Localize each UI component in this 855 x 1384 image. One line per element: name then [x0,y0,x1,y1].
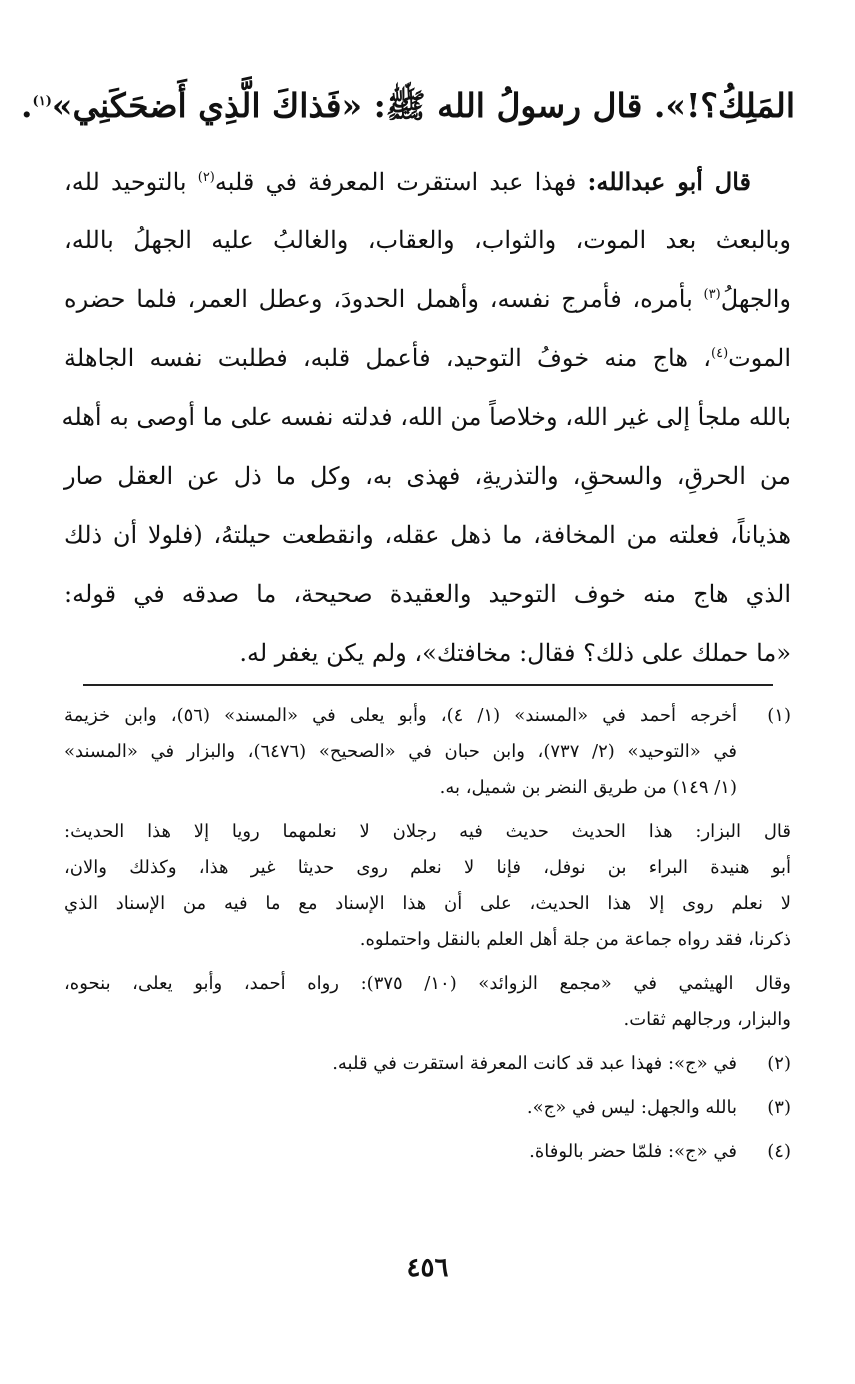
footnote-1-body [64,698,737,806]
footnote-number: (١) [767,705,791,726]
footnote-separator [83,684,773,686]
main-line-1-a: فهذا عبد استقرت المعرفة في قلبه [214,168,577,196]
footnote-1-line: في «التوحيد» (٢/ ٧٣٧)، وابن حبان في «الصحيح» (٦٤٧٦)، والبزار في «المسند» [64,741,737,762]
footnote-number: (٣) [767,1097,791,1118]
footnote-1-line: أخرجه أحمد في «المسند» (١/ ٤)، وأبو يعلى في «المسند» (٥٦)، وابن خزيمة [64,705,737,726]
main-line-4-a: الموت [728,344,791,372]
footnote-marker-1: (١) [32,94,52,109]
footnote-4 [64,1134,791,1170]
bazzar-line: أبو هنيدة البراء بن نوفل، فإنا لا نعلم روى حديثا غير هذا، وكذلك والان، [64,857,791,878]
footnote-1-haythami [64,966,791,1038]
footnote-1-bazzar [64,814,791,958]
haythami-line: وقال الهيثمي في «مجمع الزوائد» (١٠/ ٣٧٥): رواه أحمد، وأبو يعلى، بنحوه، [64,973,792,994]
footnotes [64,698,791,1170]
main-text [61,152,791,683]
footnote-number: (٤) [767,1141,791,1162]
main-line-7: هذياناً، فعلته من المخافة، ما ذهل عقله، وانقطعت حيلتهُ، (فلولا أن ذلك [64,521,791,549]
footnote-marker-2: (٢) [197,170,215,185]
main-line-1 [64,152,791,211]
main-line-1-b: بالتوحيد لله، [64,168,187,196]
footnote-number: (٢) [767,1053,791,1074]
footnote-3 [64,1090,791,1126]
footnote-4-text: في «ج»: فلمّا حضر بالوفاة. [529,1141,737,1162]
footnote-2 [64,1046,791,1082]
main-line-3-b: بأمره، فأمرج نفسه، وأهمل الحدودَ، وعطل العمر، فلما حضره [64,285,693,313]
bazzar-line: قال البزار: هذا الحديث حديث فيه رجلان لا نعلمهما رويا إلا هذا الحديث: [64,821,791,842]
main-line-8: الذي هاج منه خوف التوحيد والعقيدة صحيحة، ما صدقه في قوله: [64,580,791,608]
footnote-1-line: (١/ ١٤٩) من طريق النضر بن شميل، به. [439,777,737,798]
main-line-5: بالله ملجأ إلى غير الله، وخلاصاً من الله، فدلته نفسه على ما أوصى به أهله [61,403,791,431]
page-number: ٤٥٦ [406,1253,449,1283]
headline-line: المَلِكُ؟!». قال رسولُ الله ﷺ: «فَذاكَ الَّذِي أَضحَكَنِي»$^{(١)}$. [21,86,795,125]
main-line-3-a: والجهلُ [720,285,791,313]
haythami-line: والبزار، ورجالهم ثقات. [623,1009,791,1030]
main-line-2: وبالبعث بعد الموت، والثواب، والعقاب، والغالبُ عليه الجهلُ بالله، [64,226,791,254]
footnote-marker-4: (٤) [711,346,729,361]
headline-text: المَلِكُ؟!». قال رسولُ الله ﷺ: «فَذاكَ الَّذِي أَضحَكَنِي» [51,86,795,125]
main-line-4 [64,329,791,388]
bazzar-line: ذكرنا، فقد رواه جماعة من جلة أهل العلم بالنقل واحتملوه. [359,929,791,950]
footnote-2-text: في «ج»: فهذا عبد قد كانت المعرفة استقرت في قلبه. [332,1053,737,1074]
main-line-9: «ما حملك على ذلك؟ فقال: مخافتك»، ولم يكن يغفر له. [239,639,791,667]
main-line-3 [64,270,791,329]
footnote-3-text: بالله والجهل: ليس في «ج». [526,1097,737,1118]
main-line-6: من الحرقِ، والسحقِ، والتذريةِ، فهذى به، وكل ما ذل عن العقل صار [64,462,791,490]
footnote-marker-3: (٣) [703,287,721,302]
footnote-1 [64,698,791,806]
speaker-label: قال أبو عبدالله: [587,167,752,196]
main-line-4-b: ، هاج منه خوفُ التوحيد، فأعمل قلبه، فطلبت نفسه الجاهلة [64,344,711,372]
bazzar-line: لا نعلم روى إلا هذا الحديث، على أن هذا الإسناد مع ما فيه من الإسناد الذي [64,893,791,914]
